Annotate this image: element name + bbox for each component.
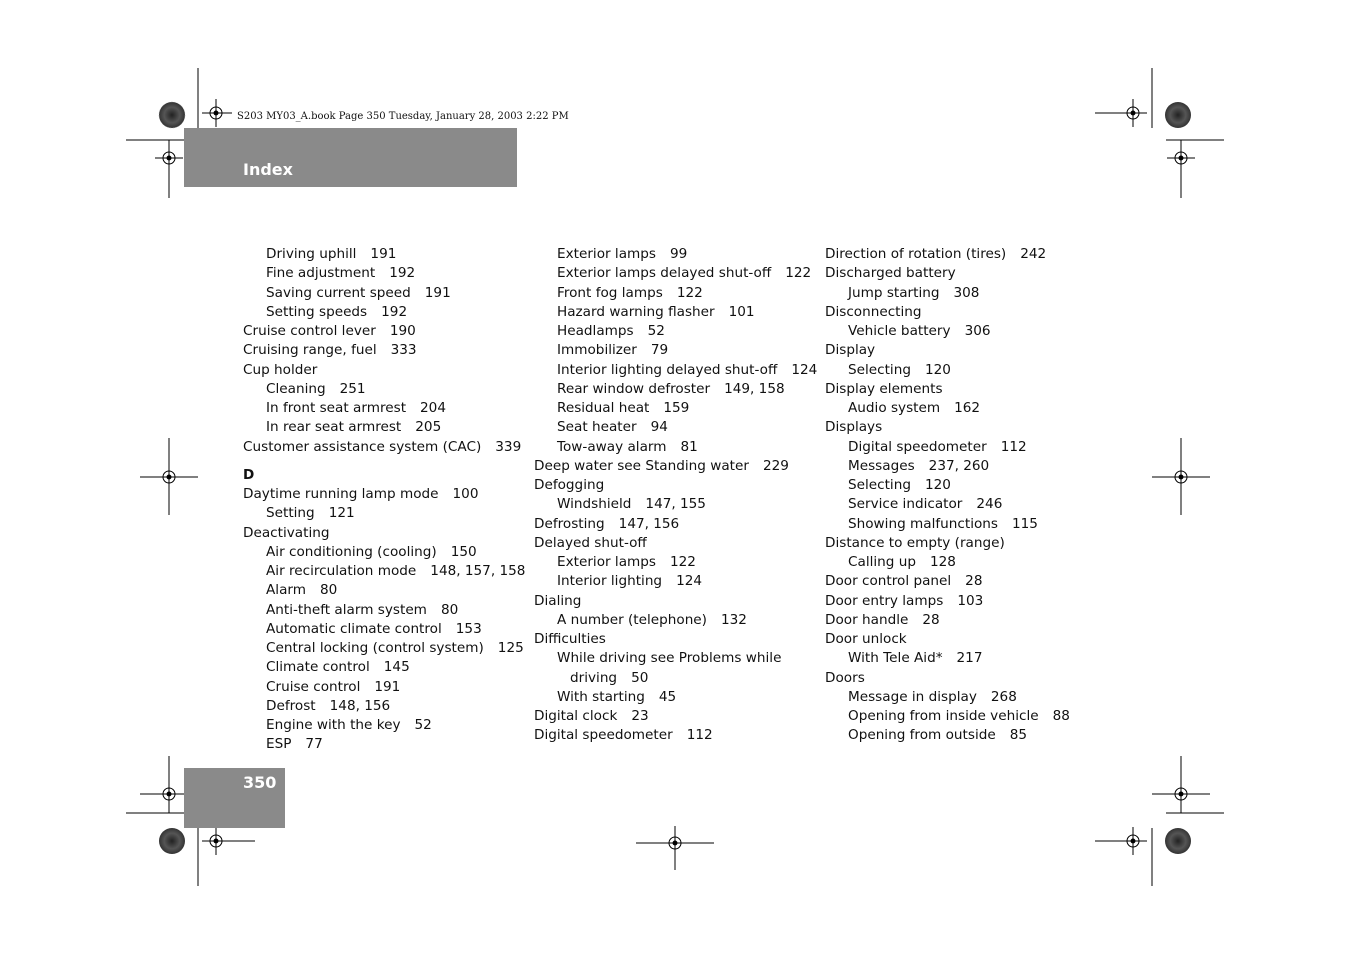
index-term: Daytime running lamp mode bbox=[243, 486, 439, 502]
index-term: With starting bbox=[557, 688, 645, 705]
index-entry bbox=[243, 658, 525, 677]
index-page-ref: 80 bbox=[320, 582, 338, 599]
index-term: Door control panel bbox=[825, 573, 952, 590]
index-term: Anti-theft alarm system bbox=[266, 601, 427, 618]
index-term: Front fog lamps bbox=[557, 284, 663, 301]
index-entry bbox=[534, 476, 817, 495]
index-term: Display elements bbox=[825, 380, 943, 397]
index-entry bbox=[825, 515, 1070, 534]
index-page-ref: 121 bbox=[328, 505, 355, 522]
index-term: Customer assistance system (CAC) bbox=[243, 438, 482, 455]
index-page-ref: 159 bbox=[663, 400, 690, 416]
index-entry bbox=[243, 639, 525, 658]
index-page-ref: 81 bbox=[680, 438, 698, 455]
index-entry bbox=[825, 438, 1070, 457]
index-term: Disconnecting bbox=[825, 303, 922, 320]
index-page-ref: 153 bbox=[455, 620, 482, 637]
index-entry bbox=[825, 380, 1070, 399]
index-term: Air recirculation mode bbox=[266, 563, 417, 579]
index-term: Selecting bbox=[848, 361, 911, 378]
index-page-ref: 120 bbox=[924, 477, 951, 493]
index-entry bbox=[243, 504, 525, 523]
header-bar bbox=[184, 128, 517, 187]
index-page-ref: 101 bbox=[728, 303, 755, 320]
index-page-ref: 100 bbox=[452, 486, 479, 502]
index-term: Interior lighting bbox=[557, 573, 663, 590]
index-entry bbox=[534, 361, 817, 380]
index-term: Opening from outside bbox=[848, 727, 996, 744]
index-entry bbox=[243, 601, 525, 620]
index-page-ref: 52 bbox=[647, 323, 665, 339]
index-entry bbox=[825, 361, 1070, 380]
index-page-ref: 229 bbox=[762, 457, 789, 474]
index-term: A number (telephone) bbox=[557, 611, 707, 628]
index-page-ref: 192 bbox=[389, 265, 416, 282]
index-term: Digital clock bbox=[534, 708, 618, 724]
index-term: Cleaning bbox=[266, 380, 326, 397]
index-term: Digital speedometer bbox=[848, 438, 987, 455]
page-number-tab bbox=[184, 768, 285, 828]
index-page-ref: 333 bbox=[390, 342, 417, 359]
index-entry bbox=[243, 716, 525, 735]
index-term: Central locking (control system) bbox=[266, 640, 484, 656]
index-entry bbox=[243, 418, 525, 437]
index-term: Saving current speed bbox=[266, 284, 411, 301]
index-term: Seat heater bbox=[557, 419, 637, 436]
index-page-ref: 192 bbox=[381, 303, 408, 320]
index-term: Defogging bbox=[534, 477, 605, 493]
index-term: Deep water see Standing water bbox=[534, 457, 749, 474]
index-page-ref: 122 bbox=[676, 284, 703, 301]
index-page-ref: 115 bbox=[1011, 515, 1038, 532]
index-entry bbox=[825, 611, 1070, 630]
index-entry bbox=[825, 630, 1070, 649]
index-term: Door entry lamps bbox=[825, 592, 944, 609]
index-term: Deactivating bbox=[243, 524, 330, 541]
index-entry bbox=[825, 572, 1070, 591]
index-term: Exterior lamps delayed shut-off bbox=[557, 265, 772, 282]
index-entry bbox=[825, 245, 1070, 264]
index-term: Showing malfunctions bbox=[848, 515, 998, 532]
index-entry bbox=[243, 697, 525, 716]
index-term: Calling up bbox=[848, 554, 916, 570]
index-term: Headlamps bbox=[557, 323, 634, 339]
index-page-ref: 77 bbox=[305, 736, 323, 753]
index-entry bbox=[243, 245, 525, 264]
index-entry bbox=[243, 341, 525, 360]
index-term: Service indicator bbox=[848, 496, 963, 513]
page-number: 350 bbox=[243, 773, 277, 792]
index-entry bbox=[825, 726, 1070, 745]
index-page-ref: 122 bbox=[669, 554, 696, 570]
index-term: driving bbox=[570, 669, 618, 686]
index-page-ref: 124 bbox=[676, 573, 703, 590]
index-term: Interior lighting delayed shut-off bbox=[557, 361, 778, 378]
index-page-ref: 191 bbox=[374, 678, 401, 695]
index-page-ref: 23 bbox=[631, 708, 649, 724]
index-term: Discharged battery bbox=[825, 265, 956, 282]
index-term: Exterior lamps bbox=[557, 554, 656, 570]
index-entry bbox=[243, 438, 525, 457]
index-term: Hazard warning flasher bbox=[557, 303, 715, 320]
index-column-2 bbox=[534, 245, 817, 746]
index-term: Cruising range, fuel bbox=[243, 342, 377, 359]
index-term: Engine with the key bbox=[266, 717, 401, 733]
index-entry bbox=[825, 341, 1070, 360]
index-term: Tow-away alarm bbox=[557, 438, 667, 455]
index-page-ref: 148, 156 bbox=[329, 697, 391, 714]
index-term: ESP bbox=[266, 736, 292, 753]
index-entry bbox=[825, 649, 1070, 668]
index-term: With Tele Aid* bbox=[848, 650, 943, 667]
index-entry bbox=[534, 264, 817, 283]
index-page-ref: 103 bbox=[957, 592, 984, 609]
index-entry bbox=[825, 399, 1070, 418]
index-term: Cruise control bbox=[266, 678, 361, 695]
index-page-ref: 122 bbox=[785, 265, 812, 282]
index-page-ref: 52 bbox=[414, 717, 432, 733]
index-term: Difficulties bbox=[534, 631, 606, 647]
index-entry bbox=[534, 418, 817, 437]
index-entry bbox=[534, 669, 817, 688]
index-term: Displays bbox=[825, 419, 883, 436]
index-term: Alarm bbox=[266, 582, 306, 599]
index-column-1 bbox=[243, 245, 525, 755]
index-page-ref: 79 bbox=[650, 342, 669, 359]
index-term: Vehicle battery bbox=[848, 323, 951, 339]
index-term: Door handle bbox=[825, 611, 909, 628]
index-term: Fine adjustment bbox=[266, 265, 376, 282]
section-letter bbox=[243, 466, 525, 485]
index-page-ref: 147, 156 bbox=[618, 515, 680, 532]
index-entry bbox=[534, 495, 817, 514]
index-entry bbox=[534, 707, 817, 726]
index-term: Selecting bbox=[848, 477, 911, 493]
index-term: Climate control bbox=[266, 659, 370, 676]
index-entry bbox=[825, 688, 1070, 707]
index-entry bbox=[243, 399, 525, 418]
index-page-ref: 94 bbox=[650, 419, 668, 436]
index-page-ref: 128 bbox=[929, 554, 956, 570]
index-entry bbox=[243, 735, 525, 754]
index-entry bbox=[534, 399, 817, 418]
index-term: Setting speeds bbox=[266, 303, 368, 320]
index-term: Digital speedometer bbox=[534, 727, 673, 744]
index-entry bbox=[243, 562, 525, 581]
index-entry bbox=[534, 322, 817, 341]
index-term: Display bbox=[825, 342, 876, 359]
index-page-ref: 99 bbox=[669, 246, 688, 262]
index-term: Windshield bbox=[557, 496, 632, 513]
index-page-ref: 85 bbox=[1009, 727, 1028, 744]
index-term: Messages bbox=[848, 457, 915, 474]
index-term: Distance to empty (range) bbox=[825, 534, 1005, 551]
index-page-ref: 28 bbox=[965, 573, 983, 590]
page-title: Index bbox=[243, 160, 293, 179]
index-entry bbox=[534, 688, 817, 707]
index-entry bbox=[534, 592, 817, 611]
index-entry bbox=[534, 572, 817, 591]
index-entry bbox=[534, 341, 817, 360]
index-page-ref: 306 bbox=[964, 323, 991, 339]
index-term: Immobilizer bbox=[557, 342, 637, 359]
index-term: Delayed shut-off bbox=[534, 534, 647, 551]
index-entry bbox=[534, 649, 817, 668]
index-page-ref: 124 bbox=[791, 361, 818, 378]
index-page-ref: 251 bbox=[339, 380, 366, 397]
index-term: Cup holder bbox=[243, 361, 318, 378]
book-file-line: S203 MY03_A.book Page 350 Tuesday, January 28, 2003 2:22 PM bbox=[237, 111, 569, 122]
index-column-3 bbox=[825, 245, 1070, 746]
index-entry bbox=[243, 620, 525, 639]
index-entry bbox=[243, 284, 525, 303]
index-page-ref: 204 bbox=[420, 400, 446, 416]
index-entry bbox=[825, 322, 1070, 341]
index-page-ref: 125 bbox=[497, 640, 524, 656]
index-entry bbox=[243, 380, 525, 399]
index-entry bbox=[825, 264, 1070, 283]
index-page-ref: 112 bbox=[1000, 438, 1027, 455]
index-page-ref: 120 bbox=[924, 361, 951, 378]
index-page-ref: 242 bbox=[1020, 246, 1047, 262]
index-entry bbox=[243, 303, 525, 322]
index-page-ref: 147, 155 bbox=[645, 496, 706, 513]
index-term: Message in display bbox=[848, 688, 977, 705]
index-page-ref: 112 bbox=[686, 727, 713, 744]
index-entry bbox=[534, 534, 817, 553]
index-entry bbox=[243, 361, 525, 380]
index-page-ref: 50 bbox=[631, 669, 649, 686]
index-page-ref: 132 bbox=[720, 611, 747, 628]
index-page-ref: 205 bbox=[415, 419, 442, 436]
index-entry bbox=[534, 457, 817, 476]
index-page-ref: 28 bbox=[922, 611, 940, 628]
index-term: Cruise control lever bbox=[243, 323, 376, 339]
index-entry bbox=[534, 380, 817, 399]
index-entry bbox=[825, 707, 1070, 726]
index-page-ref: 190 bbox=[389, 323, 416, 339]
index-page-ref: 148, 157, 158 bbox=[430, 563, 526, 579]
index-entry bbox=[243, 581, 525, 600]
index-term: Jump starting bbox=[848, 284, 940, 301]
index-entry bbox=[534, 438, 817, 457]
index-entry bbox=[243, 322, 525, 341]
index-term: Audio system bbox=[848, 400, 941, 416]
index-term: Dialing bbox=[534, 592, 582, 609]
index-page-ref: 339 bbox=[495, 438, 522, 455]
index-entry bbox=[534, 303, 817, 322]
index-term: D bbox=[243, 466, 255, 483]
index-entry bbox=[534, 611, 817, 630]
index-entry bbox=[825, 495, 1070, 514]
index-entry bbox=[534, 515, 817, 534]
index-page-ref: 217 bbox=[956, 650, 983, 667]
index-entry bbox=[243, 678, 525, 697]
index-term: In rear seat armrest bbox=[266, 419, 402, 436]
index-term: Opening from inside vehicle bbox=[848, 708, 1039, 724]
index-entry bbox=[825, 457, 1070, 476]
index-entry bbox=[825, 284, 1070, 303]
index-entry bbox=[825, 303, 1070, 322]
index-entry bbox=[825, 476, 1070, 495]
index-entry bbox=[243, 524, 525, 543]
index-term: In front seat armrest bbox=[266, 400, 407, 416]
index-entry bbox=[534, 284, 817, 303]
index-term: Setting bbox=[266, 505, 315, 522]
index-term: Doors bbox=[825, 669, 865, 686]
index-term: Exterior lamps bbox=[557, 246, 656, 262]
index-page-ref: 45 bbox=[658, 688, 677, 705]
index-entry bbox=[534, 726, 817, 745]
index-term: Air conditioning (cooling) bbox=[266, 543, 437, 560]
index-page-ref: 149, 158 bbox=[724, 380, 785, 397]
index-entry bbox=[825, 418, 1070, 437]
index-page-ref: 191 bbox=[424, 284, 451, 301]
index-page-ref: 268 bbox=[990, 688, 1017, 705]
index-entry bbox=[534, 245, 817, 264]
index-page-ref: 88 bbox=[1052, 708, 1070, 724]
index-term: Door unlock bbox=[825, 631, 907, 647]
index-page-ref: 191 bbox=[370, 246, 397, 262]
index-term: Defrost bbox=[266, 697, 316, 714]
index-entry bbox=[825, 553, 1070, 572]
index-entry bbox=[534, 553, 817, 572]
index-term: Defrosting bbox=[534, 515, 605, 532]
index-entry bbox=[243, 543, 525, 562]
index-term: Residual heat bbox=[557, 400, 650, 416]
index-page-ref: 80 bbox=[440, 601, 459, 618]
index-page-ref: 308 bbox=[953, 284, 980, 301]
index-page-ref: 162 bbox=[954, 400, 981, 416]
index-term: Driving uphill bbox=[266, 246, 357, 262]
index-entry bbox=[825, 669, 1070, 688]
index-term: Automatic climate control bbox=[266, 620, 442, 637]
index-entry bbox=[825, 592, 1070, 611]
index-term: While driving see Problems while bbox=[557, 650, 782, 667]
index-entry bbox=[243, 485, 525, 504]
index-page-ref: 246 bbox=[976, 496, 1003, 513]
index-term: Rear window defroster bbox=[557, 380, 711, 397]
index-entry bbox=[243, 264, 525, 283]
index-entry bbox=[825, 534, 1070, 553]
index-page-ref: 150 bbox=[450, 543, 477, 560]
index-entry bbox=[534, 630, 817, 649]
index-page-ref: 145 bbox=[383, 659, 410, 676]
index-term: Direction of rotation (tires) bbox=[825, 246, 1007, 262]
index-page-ref: 237, 260 bbox=[928, 457, 990, 474]
